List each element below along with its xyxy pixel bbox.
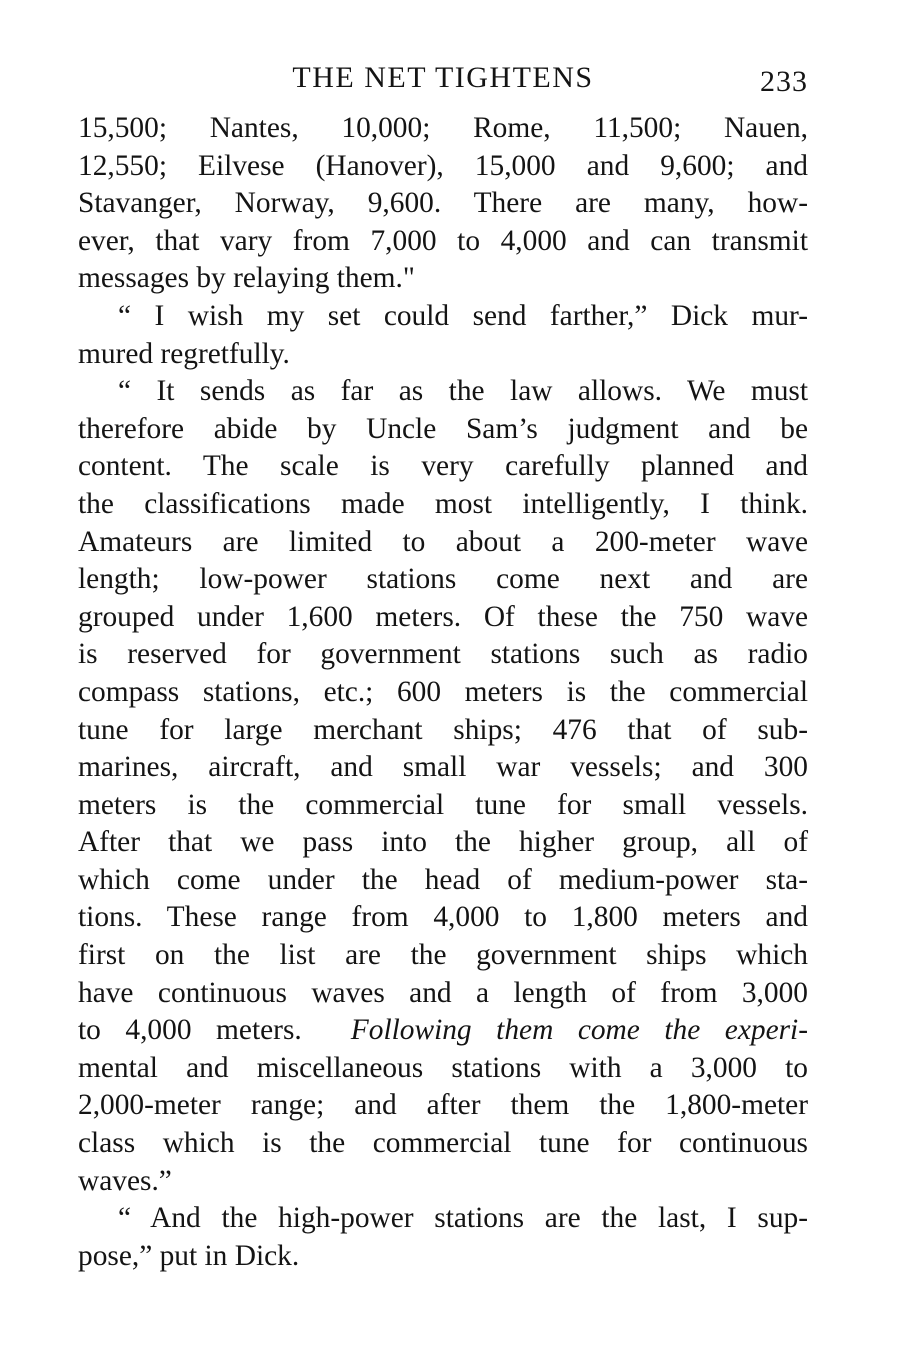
text-line-mixed bbox=[78, 1012, 808, 1050]
text-line: grouped under 1,600 meters. Of these the 750 wave bbox=[78, 600, 808, 633]
text-line: the classifications made most intelligently, I think. bbox=[78, 487, 808, 520]
text-line: 15,500; Nantes, 10,000; Rome, 11,500; Nauen, bbox=[78, 112, 808, 144]
text-line: compass stations, etc.; 600 meters is the commercial bbox=[78, 675, 808, 708]
text-line: Stavanger, Norway, 9,600. There are many, how- bbox=[78, 187, 808, 220]
body-text bbox=[78, 110, 808, 1275]
text-line: marines, aircraft, and small war vessels; and 300 bbox=[78, 751, 808, 784]
text-line: After that we pass into the higher group, all of bbox=[78, 826, 808, 859]
text-line: class which is the commercial tune for continuous bbox=[78, 1127, 808, 1160]
text-segment: to 4,000 meters. bbox=[78, 1014, 302, 1047]
text-line: “ It sends as far as the law allows. We must bbox=[118, 375, 808, 408]
text-line: “ I wish my set could send farther,” Dick mur- bbox=[118, 299, 808, 332]
paragraph bbox=[78, 298, 808, 373]
paragraph bbox=[78, 110, 808, 298]
text-line: meters is the commercial tune for small vessels. bbox=[78, 788, 808, 821]
text-line: “ And the high-power stations are the last, I sup- bbox=[118, 1202, 808, 1235]
text-line: ever, that vary from 7,000 to 4,000 and can transmit bbox=[78, 224, 808, 257]
text-line: tune for large merchant ships; 476 that of sub- bbox=[78, 713, 808, 746]
text-line: Amateurs are limited to about a 200-meter wave bbox=[78, 525, 808, 558]
chapter-title: THE NET TIGHTENS bbox=[292, 61, 594, 94]
text-line: therefore abide by Uncle Sam’s judgment and be bbox=[78, 412, 808, 445]
text-line: length; low-power stations come next and are bbox=[78, 563, 808, 596]
text-line: pose,” put in Dick. bbox=[78, 1239, 300, 1272]
text-line: content. The scale is very carefully planned and bbox=[78, 450, 808, 483]
text-line: mured regretfully. bbox=[78, 337, 290, 370]
text-line: tions. These range from 4,000 to 1,800 meters and bbox=[78, 901, 808, 934]
text-line: is reserved for government stations such as radio bbox=[78, 638, 808, 671]
page-number: 233 bbox=[760, 65, 808, 98]
text-line: messages by relaying them." bbox=[78, 262, 415, 295]
paragraph bbox=[78, 1200, 808, 1275]
running-head bbox=[78, 58, 808, 98]
text-line: waves.” bbox=[78, 1164, 172, 1197]
text-line: have continuous waves and a length of from 3,000 bbox=[78, 976, 808, 1009]
text-line: which come under the head of medium-power sta- bbox=[78, 863, 808, 896]
text-line: 12,550; Eilvese (Hanover), 15,000 and 9,600; and bbox=[78, 149, 808, 182]
text-line: mental and miscellaneous stations with a 3,000 to bbox=[78, 1051, 808, 1084]
text-line: 2,000-meter range; and after them the 1,800-meter bbox=[78, 1089, 808, 1122]
italic-text-segment: Following them come the experi- bbox=[350, 1014, 809, 1047]
text-line: first on the list are the government ships which bbox=[78, 939, 808, 972]
paragraph bbox=[78, 373, 808, 1200]
